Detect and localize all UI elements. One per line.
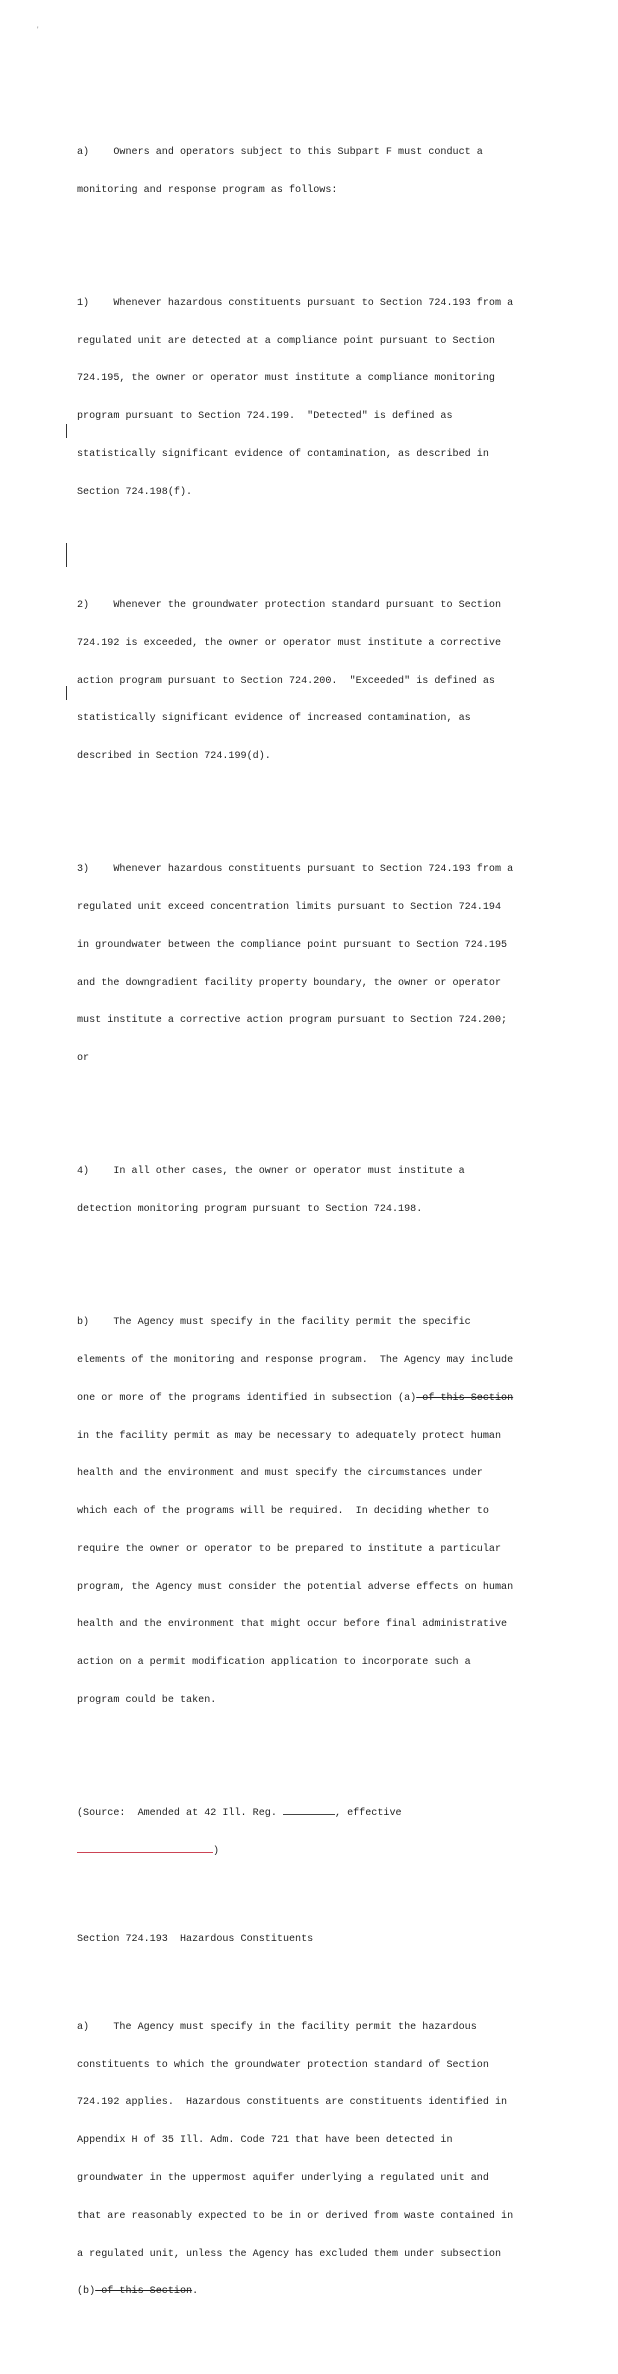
text-line: a regulated unit, unless the Agency has excluded them under subsection [77, 2248, 502, 2260]
paragraph-a-intro [77, 122, 547, 223]
text-line: which each of the programs will be required. In deciding whether to [77, 1506, 489, 1518]
text-line: action on a permit modification application to incorporate such a [77, 1657, 471, 1669]
paragraph-b [77, 1292, 547, 1733]
revision-bar [66, 543, 67, 567]
text-line: 4) In all other cases, the owner or operator must institute a [77, 1166, 465, 1178]
section-heading: Section 724.193 Hazardous Constituents [77, 1933, 314, 1945]
text-line: constituents to which the groundwater protection standard of Section [77, 2059, 489, 2071]
text-line: 724.195, the owner or operator must institute a compliance monitoring [77, 373, 495, 385]
text-line: Appendix H of 35 Ill. Adm. Code 721 that have been detected in [77, 2135, 453, 2147]
text-line: detection monitoring program pursuant to Section 724.198. [77, 1204, 423, 1216]
text-line: and the downgradient facility property boundary, the owner or operator [77, 977, 502, 989]
text-line: or [77, 1053, 90, 1065]
text-line: 724.192 applies. Hazardous constituents are constituents identified in [77, 2097, 508, 2109]
source-text: ) [213, 1845, 220, 1857]
paragraph-1 [77, 273, 547, 525]
text-line [77, 2286, 547, 2299]
text-line: regulated unit are detected at a compliance point pursuant to Section [77, 335, 495, 347]
text-line: regulated unit exceed concentration limits pursuant to Section 724.194 [77, 901, 502, 913]
text-line: program could be taken. [77, 1694, 217, 1706]
blank-line [283, 1814, 335, 1815]
text-line: in groundwater between the compliance point pursuant to Section 724.195 [77, 939, 508, 951]
text-span: . [192, 2286, 199, 2298]
paragraph-4 [77, 1141, 547, 1242]
text-line: 1) Whenever hazardous constituents pursuant to Section 724.193 from a [77, 297, 514, 309]
text-line: require the owner or operator to be prepared to institute a particular [77, 1543, 502, 1555]
text-line: program, the Agency must consider the potential adverse effects on human [77, 1581, 514, 1593]
text-line: that are reasonably expected to be in or derived from waste contained in [77, 2210, 514, 2222]
document-body [77, 84, 547, 2374]
text-span: one or more of the programs identified in subsection (a) [77, 1392, 417, 1404]
text-line: a) The Agency must specify in the facility permit the hazardous [77, 2021, 477, 2033]
source-text: , effective [334, 1808, 402, 1820]
source-note [77, 1783, 547, 1884]
struck-text: of this Section [95, 2286, 193, 2298]
paragraph-a2 [77, 1997, 547, 2324]
text-line: in the facility permit as may be necessary to adequately protect human [77, 1430, 502, 1442]
text-line: Section 724.198(f). [77, 486, 193, 498]
revision-bar [66, 686, 67, 700]
text-line: health and the environment and must specify the circumstances under [77, 1468, 483, 1480]
text-line: health and the environment that might occur before final administrative [77, 1619, 508, 1631]
text-span: (b) [77, 2286, 96, 2298]
text-line: program pursuant to Section 724.199. "Detected" is defined as [77, 411, 453, 423]
text-line [77, 1846, 547, 1859]
struck-text: of this Section [416, 1392, 514, 1404]
text-line: 2) Whenever the groundwater protection standard pursuant to Section [77, 599, 502, 611]
text-line: elements of the monitoring and response program. The Agency may include [77, 1354, 514, 1366]
text-line: b) The Agency must specify in the facility permit the specific [77, 1317, 471, 1329]
text-line: 3) Whenever hazardous constituents pursuant to Section 724.193 from a [77, 864, 514, 876]
paragraph-2 [77, 575, 547, 789]
text-line: a) Owners and operators subject to this Subpart F must conduct a [77, 146, 483, 158]
text-line: statistically significant evidence of contamination, as described in [77, 449, 489, 461]
text-line [77, 1808, 547, 1821]
scan-mark: ' [36, 26, 40, 33]
revision-bar [66, 424, 67, 438]
text-line: statistically significant evidence of increased contamination, as [77, 713, 471, 725]
paragraph-3 [77, 839, 547, 1091]
text-line: monitoring and response program as follows: [77, 184, 338, 196]
blank-line [77, 1852, 213, 1853]
text-line: action program pursuant to Section 724.200. "Exceeded" is defined as [77, 675, 495, 687]
text-line: 724.192 is exceeded, the owner or operator must institute a corrective [77, 637, 502, 649]
text-line: described in Section 724.199(d). [77, 751, 271, 763]
text-line [77, 1393, 547, 1406]
text-line: groundwater in the uppermost aquifer underlying a regulated unit and [77, 2172, 489, 2184]
source-text: (Source: Amended at 42 Ill. Reg. [77, 1808, 283, 1820]
text-line: must institute a corrective action program pursuant to Section 724.200; [77, 1015, 508, 1027]
